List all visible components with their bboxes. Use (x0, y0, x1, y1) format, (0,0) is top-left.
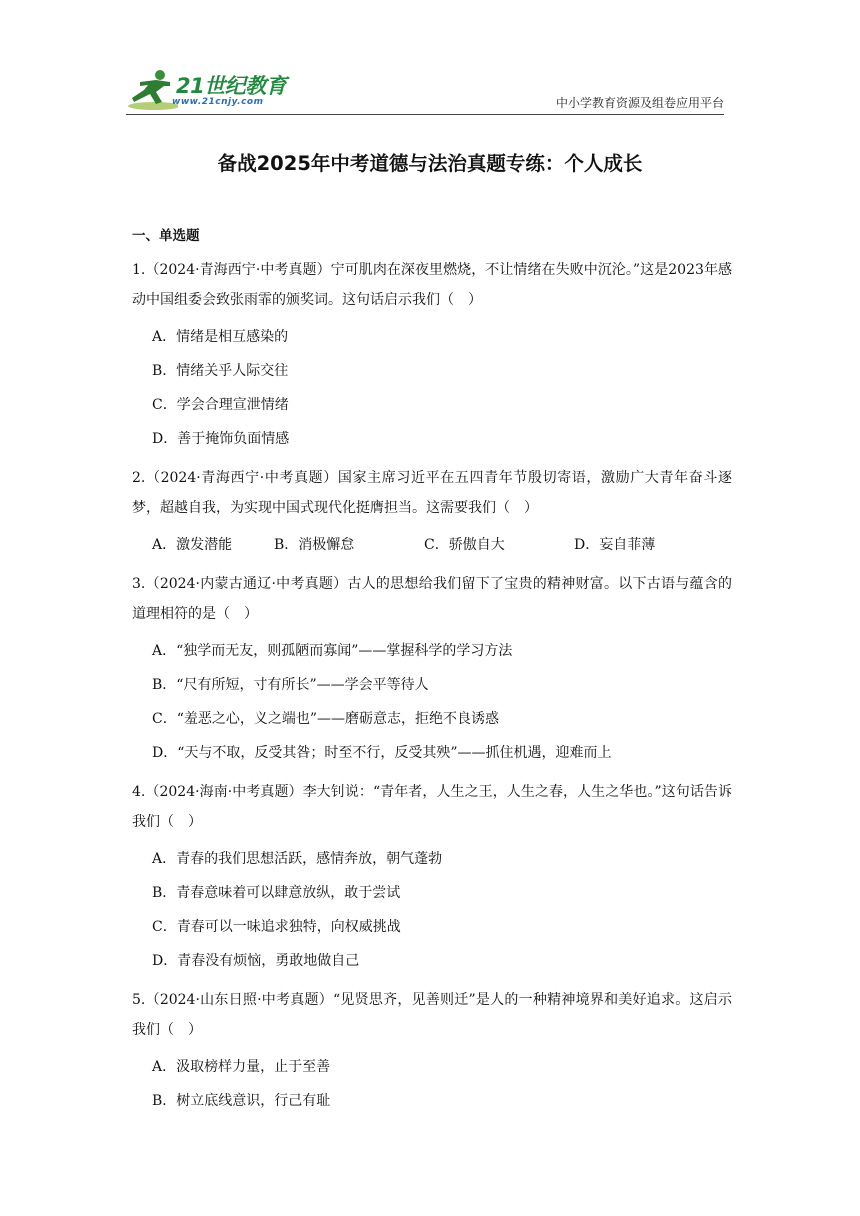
question-2-option-a[interactable]: A．激发潜能 (152, 537, 233, 553)
logo-text: 21世纪教育 (176, 74, 287, 98)
section-title: 一、单选题 (132, 228, 200, 244)
question-4-option-c[interactable]: C．青春可以一味追求独特，向权威挑战 (152, 919, 401, 935)
question-stem-3: 3.（2024·内蒙古通辽·中考真题）古人的思想给我们留下了宝贵的精神财富。以下古语与蕴含的道理相符的是（ ） (132, 576, 732, 622)
question-1-option-d[interactable]: D．善于掩饰负面情感 (152, 431, 290, 447)
question-5-option-b[interactable]: B．树立底线意识，行己有耻 (152, 1093, 331, 1109)
question-1-option-b[interactable]: B．情绪关乎人际交往 (152, 363, 289, 379)
question-2-option-d[interactable]: D．妄自菲薄 (574, 537, 656, 553)
question-3-option-c[interactable]: C．“羞恶之心，义之端也”——磨砺意志，拒绝不良诱惑 (152, 711, 500, 727)
question-1-option-a[interactable]: A．情绪是相互感染的 (152, 329, 289, 345)
question-5-option-a[interactable]: A．汲取榜样力量，止于至善 (152, 1059, 331, 1075)
question-3-option-b[interactable]: B．“尺有所短，寸有所长”——学会平等待人 (152, 677, 429, 693)
question-2-option-b[interactable]: B．消极懈怠 (274, 537, 355, 553)
question-stem-1: 1.（2024·青海西宁·中考真题）宁可肌肉在深夜里燃烧，不让情绪在失败中沉沦。”这是2023年感动中国组委会致张雨霏的颁奖词。这句话启示我们（ ） (132, 262, 732, 308)
header-divider (126, 114, 724, 115)
logo (126, 66, 296, 116)
runner-logo-icon (126, 68, 178, 112)
platform-name: 中小学教育资源及组卷应用平台 (555, 96, 724, 110)
question-4-option-a[interactable]: A．青春的我们思想活跃，感情奔放，朝气蓬勃 (152, 851, 443, 867)
question-2-options (132, 535, 732, 555)
page-title: 备战2025年中考道德与法治真题专练：个人成长 (217, 152, 643, 175)
question-stem-4: 4.（2024·海南·中考真题）李大钊说：“青年者，人生之王，人生之春，人生之华也。”这句话告诉我们（ ） (132, 784, 732, 830)
question-3-option-d[interactable]: D．“天与不取，反受其咎；时至不行，反受其殃”——抓住机遇，迎难而上 (152, 745, 612, 761)
question-4-option-d[interactable]: D．青春没有烦恼，勇敢地做自己 (152, 953, 360, 969)
question-2-option-c[interactable]: C．骄傲自大 (424, 537, 505, 553)
question-list (132, 226, 732, 1125)
question-1-option-c[interactable]: C．学会合理宣泄情绪 (152, 397, 289, 413)
question-4-option-b[interactable]: B．青春意味着可以肆意放纵，敢于尝试 (152, 885, 401, 901)
logo-url: www.21cnjy.com (172, 97, 264, 107)
question-stem-2: 2.（2024·青海西宁·中考真题）国家主席习近平在五四青年节殷切寄语，激励广大青年奋斗逐梦，超越自我，为实现中国式现代化挺膺担当。这需要我们（ ） (132, 470, 732, 516)
question-3-option-a[interactable]: A．“独学而无友，则孤陋而寡闻”——掌握科学的学习方法 (152, 643, 513, 659)
question-stem-5: 5.（2024·山东日照·中考真题）“见贤思齐，见善则迁”是人的一种精神境界和美好追求。这启示我们（ ） (132, 992, 732, 1038)
page-header (126, 66, 724, 116)
